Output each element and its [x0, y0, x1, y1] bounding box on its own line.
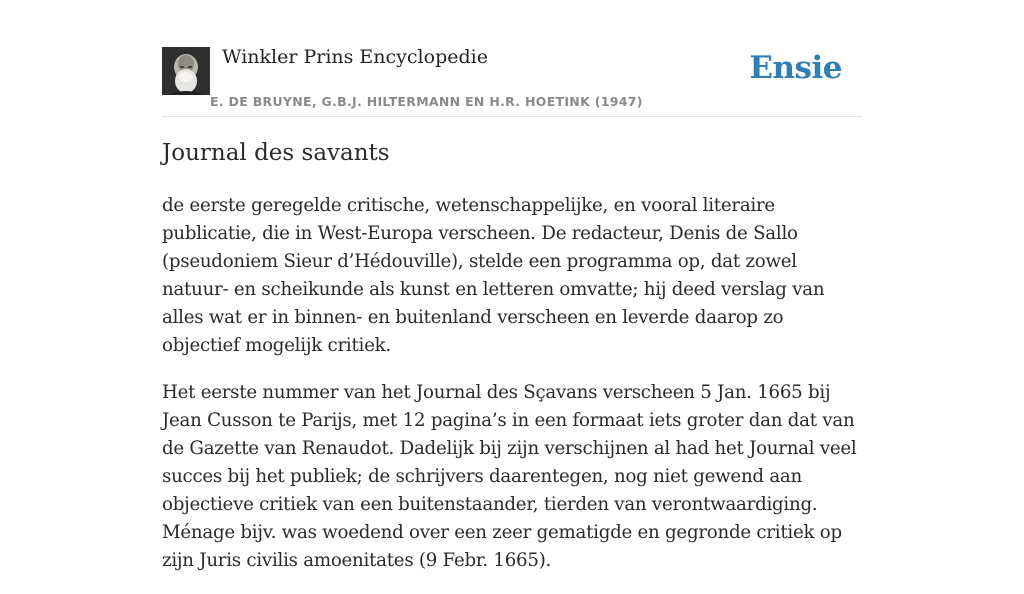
ensie-logo[interactable]: Ensie [749, 50, 842, 86]
page-container [162, 0, 862, 571]
book-title[interactable]: Winkler Prins Encyclopedie [222, 46, 488, 68]
article-paragraph: Het eerste nummer van het Journal des Sçavans verscheen 5 Jan. 1665 bij Jean Cusson te Parijs, met 12 pagina’s in een formaat iets groter dan dat van de Gazette van Renaudot. Dadelijk bij zijn verschijnen al had het Journal veel succes bij het publiek; de schrijvers daarentegen, nog niet gewend aan objectieve critiek van een buitenstaander, tierden van verontwaardiging. Ménage bijv. was woedend over een zeer gematigde en gegronde critiek op zijn Juris civilis amoenitates (9 Febr. 1665). [162, 382, 857, 571]
portrait-icon [162, 47, 210, 95]
article-body [162, 192, 862, 594]
author-portrait-avatar[interactable] [162, 47, 210, 95]
book-authors: E. DE BRUYNE, G.B.J. HILTERMANN EN H.R. HOETINK (1947) [210, 94, 643, 109]
article-paragraph: de eerste geregelde critische, wetenschappelijke, en vooral literaire publicatie, die in West-Europa verscheen. De redacteur, Denis de Sallo (pseudoniem Sieur d’Hédouville), stelde een programma op, dat zowel natuur- en scheikunde als kunst en letteren omvatte; hij deed verslag van alles wat er in binnen- en buitenland verscheen en leverde daarop zo objectief mogelijk critiek. [162, 195, 825, 356]
article-title: Journal des savants [162, 140, 390, 166]
book-header [162, 0, 862, 117]
